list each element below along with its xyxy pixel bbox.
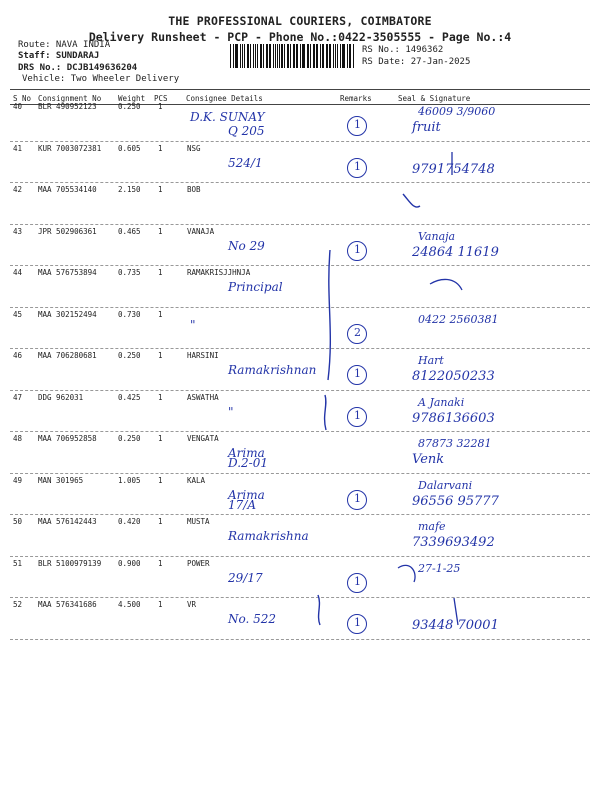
row-consignee: KALA (187, 475, 206, 485)
handwritten-address: Principal (228, 280, 283, 294)
row-consignment-no: MAA 576142443 (38, 517, 97, 526)
row-consignment-no: JPR 502906361 (38, 226, 97, 236)
row-weight: 0.250 (118, 102, 141, 111)
row-consignment-no: MAN 301965 (38, 475, 84, 485)
handwritten-address: No. 522 (228, 612, 277, 626)
handwritten-address-line2: D.2-01 (228, 456, 268, 470)
row-consignment-no: MAA 576341686 (38, 600, 97, 609)
col-pcs: PCS (154, 94, 168, 103)
row-sno: 45 (13, 309, 23, 319)
row-sno: 52 (13, 600, 23, 609)
col-remarks: Remarks (340, 94, 372, 103)
row-separator (10, 307, 590, 308)
signature-text: Dalarvani (418, 478, 473, 492)
row-weight: 0.425 (118, 392, 141, 402)
row-consignment-no: KUR 7003072381 (38, 143, 102, 153)
row-sno: 51 (13, 558, 23, 568)
signature-text: 46009 3/9060 (418, 105, 496, 118)
row-consignee: RAMAKRISJJHNJA (187, 268, 251, 277)
row-pcs: 1 (158, 309, 163, 319)
col-consignee: Consignee Details (186, 94, 263, 103)
vehicle-label: Vehicle: Two Wheeler Delivery (22, 74, 180, 84)
signature-phone: 9786136603 (412, 410, 495, 426)
signature-phone: 9791754748 (412, 161, 495, 177)
remark-mark: 1 (354, 491, 361, 505)
row-sno: 40 (13, 102, 23, 111)
row-consignment-no: MAA 705534140 (38, 185, 97, 194)
handwritten-address: No 29 (228, 238, 265, 253)
row-sno: 49 (13, 475, 23, 485)
row-sno: 47 (13, 392, 23, 402)
handwritten-address-line2: Q 205 (228, 124, 265, 138)
row-pcs: 1 (158, 351, 163, 360)
signature-text: Hart (418, 354, 444, 367)
row-separator (10, 141, 590, 142)
row-separator (10, 348, 590, 349)
row-consignment-no: BLR 5100979139 (38, 558, 102, 568)
row-consignment-no: MAA 706280681 (38, 351, 97, 360)
rs-number: RS No.: 1496362 (362, 45, 444, 55)
row-weight: 0.605 (118, 143, 141, 153)
row-pcs: 1 (158, 434, 163, 443)
row-pcs: 1 (158, 268, 163, 277)
row-weight: 0.250 (118, 434, 141, 443)
signature-phone: 7339693492 (412, 535, 495, 550)
row-consignee: VENGATA (187, 434, 219, 443)
row-consignment-no: MAA 576753894 (38, 268, 97, 277)
row-separator (10, 224, 590, 225)
handwritten-address: Ramakrishnan (228, 363, 317, 377)
handwritten-address: 29/17 (228, 570, 263, 585)
col-consignment: Consignment No (38, 94, 102, 103)
row-weight: 0.900 (118, 558, 141, 568)
col-sno: S No (13, 94, 32, 103)
row-consignment-no: BLR 490952123 (38, 102, 97, 111)
row-sno: 50 (13, 517, 23, 526)
handwritten-address-line2: 17/A (228, 497, 256, 512)
row-consignee: HARSINI (187, 351, 219, 360)
drs-number: DRS No.: DCJB149636204 (18, 63, 138, 73)
row-weight: 0.420 (118, 517, 141, 526)
signature-phone: 24864 11619 (412, 244, 499, 260)
handwritten-address: 524/1 (228, 155, 263, 170)
handwritten-address: D.K. SUNAY (190, 110, 265, 124)
handwritten-address: " (190, 317, 196, 332)
row-pcs: 1 (158, 517, 163, 526)
remark-mark: 1 (354, 159, 361, 173)
row-sno: 41 (13, 143, 23, 153)
row-separator (10, 639, 590, 640)
row-weight: 4.500 (118, 600, 141, 609)
row-pcs: 1 (158, 558, 163, 568)
signature-phone: 93448 70001 (412, 618, 499, 633)
row-weight: 2.150 (118, 185, 141, 194)
row-consignment-no: MAA 302152494 (38, 309, 97, 319)
signature-text: 0422 2560381 (418, 312, 499, 326)
row-pcs: 1 (158, 102, 163, 111)
route-label: Route: NAVA INDIA (18, 40, 111, 50)
row-consignee: NSG (187, 143, 201, 153)
row-weight: 0.465 (118, 226, 141, 236)
row-separator (10, 514, 590, 515)
remark-mark: 1 (354, 242, 361, 256)
row-weight: 0.730 (118, 309, 141, 319)
row-consignment-no: MAA 706952858 (38, 434, 97, 443)
row-sno: 48 (13, 434, 23, 443)
rs-date: RS Date: 27-Jan-2025 (362, 57, 471, 67)
row-weight: 0.735 (118, 268, 141, 277)
row-separator (10, 556, 590, 557)
signature-text: Vanaja (418, 229, 456, 243)
row-separator (10, 431, 590, 432)
signature-phone: 8122050233 (412, 369, 495, 384)
row-consignee: MUSTA (187, 517, 210, 526)
row-consignee: ASWATHA (187, 392, 219, 402)
col-seal-signature: Seal & Signature (398, 94, 471, 103)
remark-mark: 1 (354, 574, 361, 588)
col-weight: Weight (118, 94, 146, 103)
signature-text: mafe (418, 520, 446, 533)
handwritten-address: Ramakrishna (228, 529, 309, 543)
row-pcs: 1 (158, 600, 163, 609)
signature-phone: fruit (412, 120, 441, 135)
remark-mark: 1 (354, 616, 361, 629)
row-sno: 46 (13, 351, 23, 360)
staff-label: Staff: SUNDARAJ (18, 51, 100, 61)
remark-mark: 2 (354, 325, 361, 339)
row-separator (10, 390, 590, 391)
row-consignee: VANAJA (187, 226, 215, 236)
handwritten-address: Arima (228, 487, 265, 502)
row-weight: 0.250 (118, 351, 141, 360)
barcode (230, 44, 355, 68)
signature-phone: Venk (412, 452, 445, 467)
signature-text: A Janaki (418, 395, 465, 409)
company-title: THE PROFESSIONAL COURIERS, COIMBATORE (168, 14, 432, 28)
row-pcs: 1 (158, 226, 163, 236)
table-top-rule (10, 89, 590, 90)
row-weight: 1.005 (118, 475, 141, 485)
signature-text: 87873 32281 (418, 437, 492, 450)
row-separator (10, 265, 590, 266)
runsheet-title: Delivery Runsheet - PCP - Phone No.:0422-3505555 - Page No.:4 (88, 30, 512, 44)
row-separator (10, 473, 590, 474)
signature-phone: 96556 95777 (412, 493, 499, 509)
signature-text: 27-1-25 (418, 561, 461, 575)
remark-mark: 1 (354, 408, 361, 422)
row-sno: 42 (13, 185, 23, 194)
handwritten-address: Arima (228, 446, 265, 460)
row-consignee: BOB (187, 185, 201, 194)
row-consignee: POWER (187, 558, 210, 568)
handwritten-address: " (228, 404, 234, 419)
remark-mark: 1 (354, 118, 361, 131)
row-pcs: 1 (158, 392, 163, 402)
row-pcs: 1 (158, 475, 163, 485)
remark-mark: 1 (354, 367, 361, 380)
row-pcs: 1 (158, 143, 163, 153)
row-sno: 44 (13, 268, 23, 277)
row-consignee: VR (187, 600, 197, 609)
row-pcs: 1 (158, 185, 163, 194)
row-sno: 43 (13, 226, 23, 236)
row-consignment-no: DDG 962031 (38, 392, 84, 402)
row-separator (10, 597, 590, 598)
row-separator (10, 182, 590, 183)
table-header-rule (10, 104, 590, 105)
